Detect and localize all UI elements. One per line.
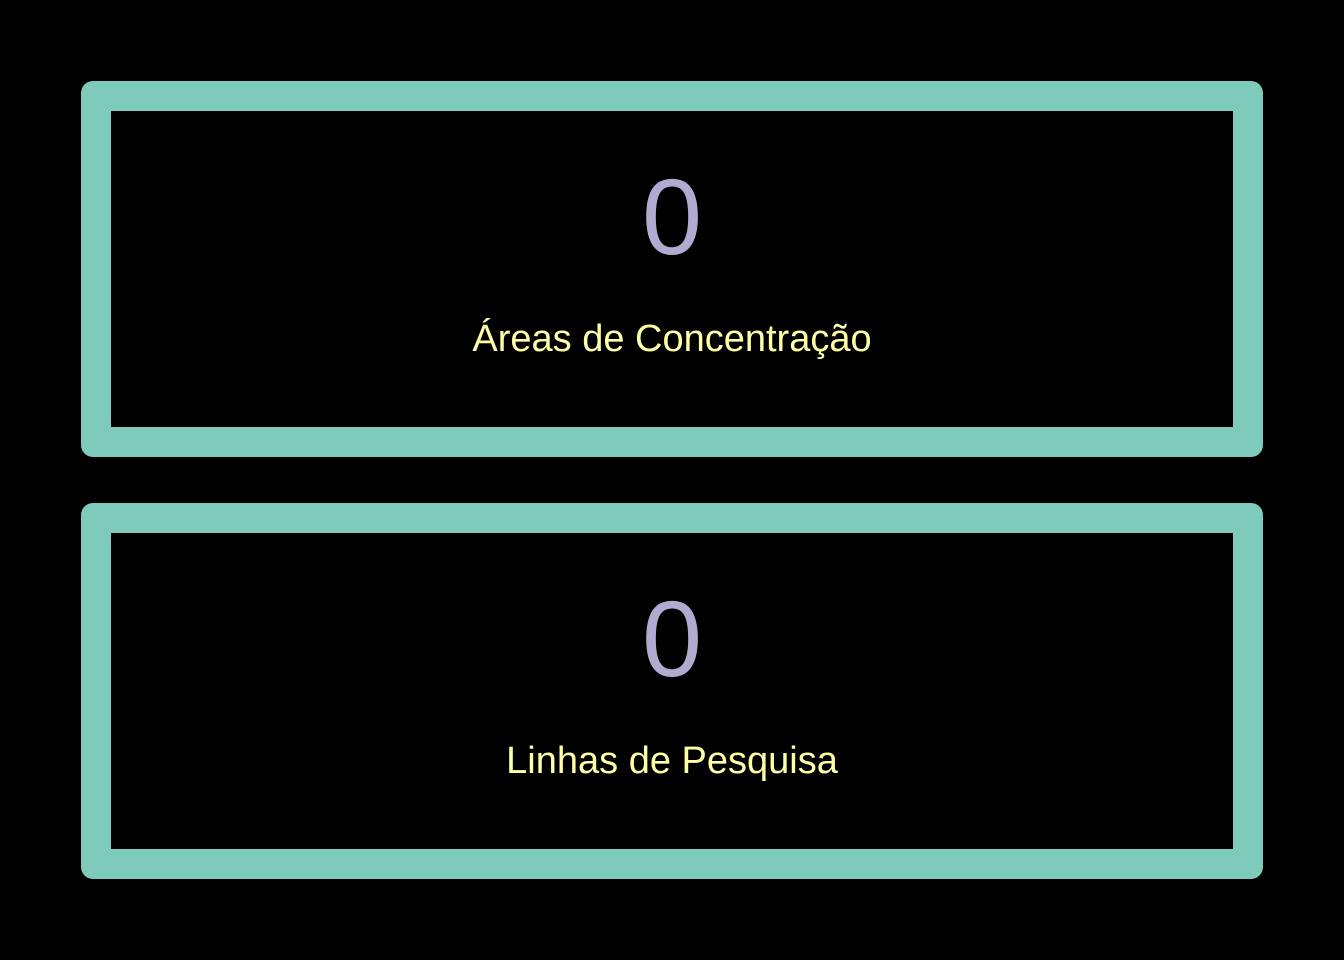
stat-value: 0: [641, 578, 703, 699]
stat-value: 0: [641, 156, 703, 277]
stat-label: Linhas de Pesquisa: [506, 740, 838, 782]
stat-label: Áreas de Concentração: [472, 318, 872, 360]
stat-card-areas: [81, 81, 1263, 457]
stat-card-linhas: [81, 503, 1263, 879]
